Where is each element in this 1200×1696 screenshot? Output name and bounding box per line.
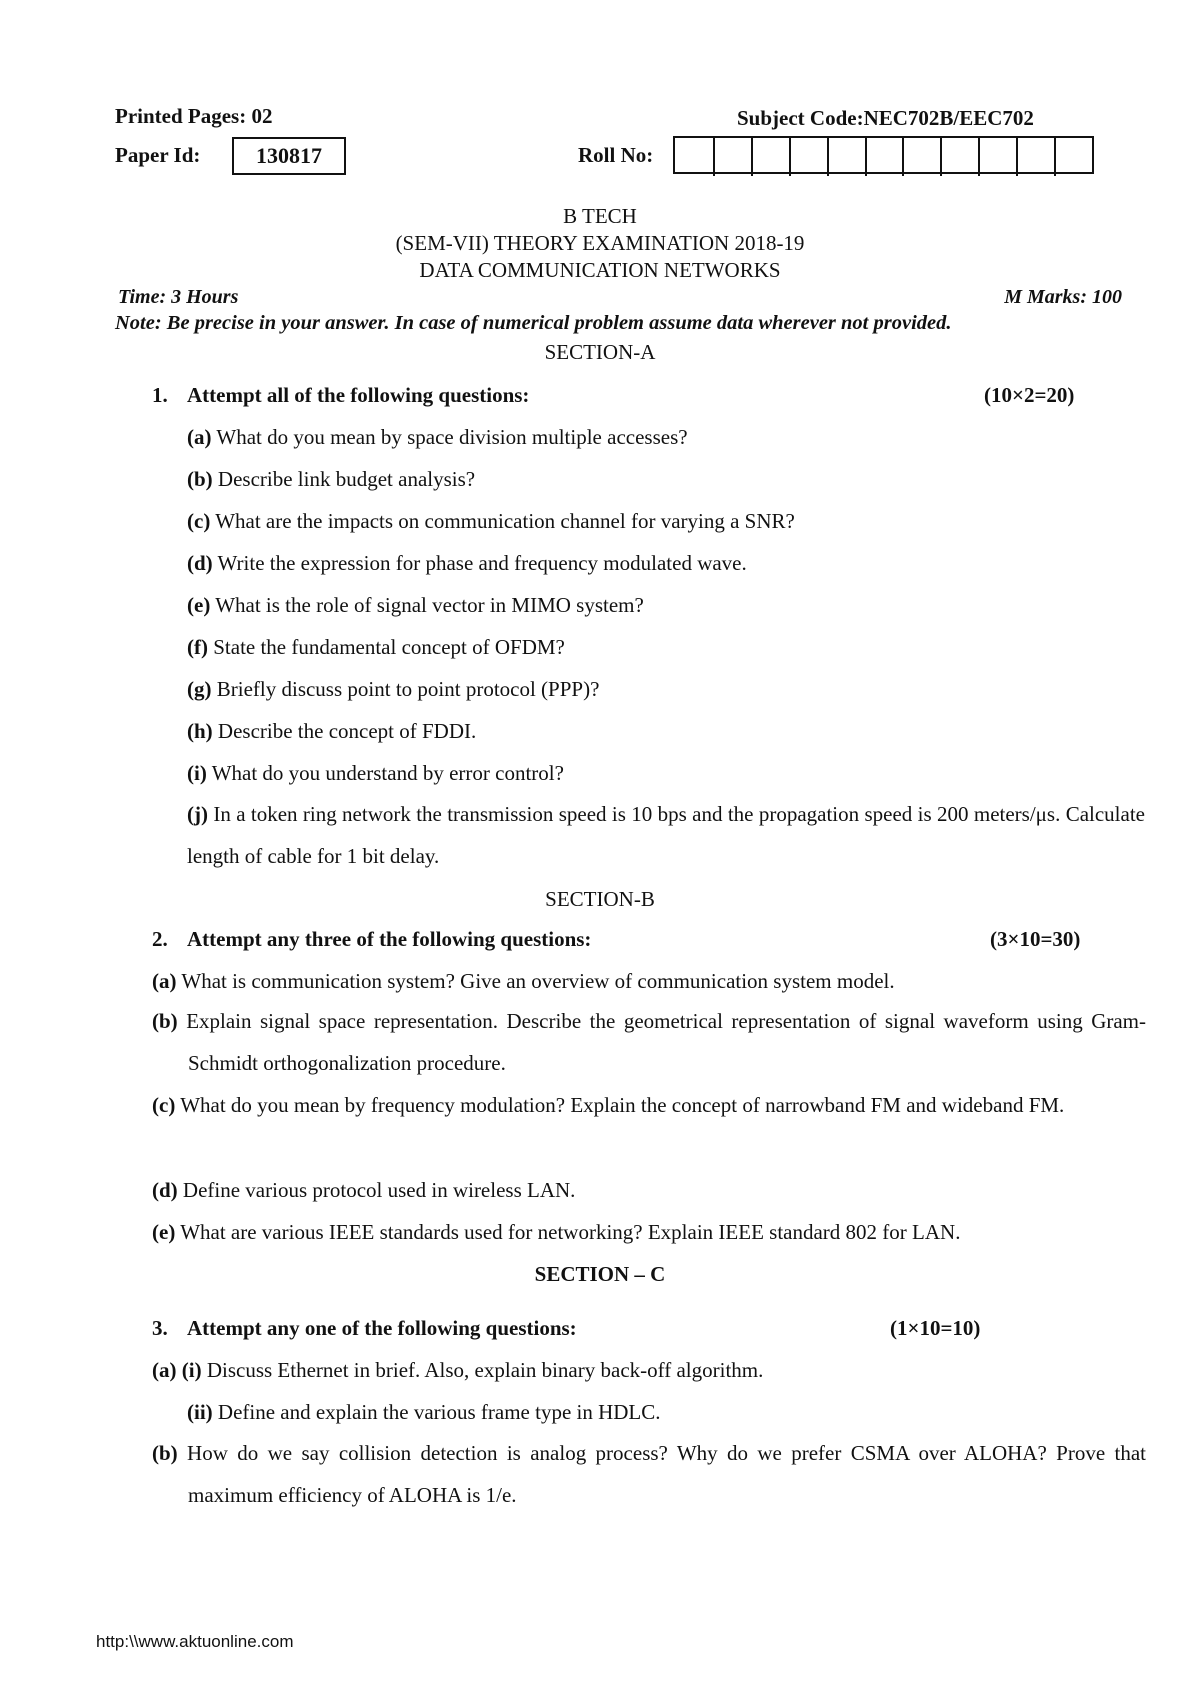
roll-no-boxes[interactable] (673, 136, 1094, 174)
item-text: What is communication system? Give an overview of communication system model. (181, 969, 895, 993)
roll-cell[interactable] (978, 138, 1016, 176)
item-text: Discuss Ethernet in brief. Also, explain binary back-off algorithm. (206, 1358, 764, 1382)
paper-id-label: Paper Id: (115, 143, 201, 167)
item-label: (f) (187, 635, 208, 659)
item-label: (c) (187, 509, 211, 533)
list-item (152, 969, 895, 994)
list-item (152, 1432, 1146, 1516)
item-text: Explain signal space representation. Describe the geometrical representation of signal waveform using Gram-Schmidt orthogonalization procedure. (186, 1009, 1147, 1075)
q2-marks: (3×10=30) (990, 927, 1081, 951)
list-item (187, 761, 564, 786)
paper-id-box: 130817 (232, 137, 346, 175)
section-c-heading: SECTION – C (534, 1262, 666, 1286)
item-text: In a token ring network the transmission speed is 10 bps and the propagation speed is 200 meters/μs. Calculate length of cable for 1 bit delay. (187, 802, 1145, 868)
list-item (152, 1220, 960, 1245)
q3-marks: (1×10=10) (890, 1316, 981, 1340)
roll-cell[interactable] (865, 138, 903, 176)
sub-item-label: (i) (181, 1358, 202, 1382)
item-label: (b) (152, 1441, 178, 1465)
item-text: What do you mean by space division multiple accesses? (216, 425, 688, 449)
list-item (152, 1178, 575, 1203)
item-label: (j) (187, 802, 208, 826)
title-line3: DATA COMMUNICATION NETWORKS (419, 258, 781, 282)
list-item (187, 1400, 661, 1425)
item-label: (e) (187, 593, 211, 617)
item-text: Define various protocol used in wireless LAN. (182, 1178, 576, 1202)
q2-number: 2. (152, 927, 168, 951)
q1-number: 1. (152, 383, 168, 407)
item-text: What do you understand by error control? (211, 761, 564, 785)
list-item (187, 635, 565, 660)
roll-cell[interactable] (789, 138, 827, 176)
list-item (187, 719, 476, 744)
section-a-heading: SECTION-A (544, 340, 656, 364)
q1-marks: (10×2=20) (984, 383, 1075, 407)
exam-marks: M Marks: 100 (1004, 286, 1122, 308)
item-text: How do we say collision detection is analog process? Why do we prefer CSMA over ALOHA? Prove that maximum efficiency of ALOHA is 1/e. (187, 1441, 1146, 1507)
item-label: (d) (187, 551, 213, 575)
q3-number: 3. (152, 1316, 168, 1340)
roll-cell[interactable] (713, 138, 751, 176)
roll-cell[interactable] (940, 138, 978, 176)
exam-note: Note: Be precise in your answer. In case of numerical problem assume data wherever not provided. (115, 312, 952, 334)
title-line2: (SEM-VII) THEORY EXAMINATION 2018-19 (395, 231, 805, 255)
item-label: (e) (152, 1220, 176, 1244)
list-item (187, 793, 1145, 877)
footer-url[interactable]: http:\\www.aktuonline.com (96, 1632, 294, 1651)
item-label: (i) (187, 761, 207, 785)
list-item (187, 509, 795, 534)
item-label: (h) (187, 719, 213, 743)
item-label: (a) (152, 1358, 177, 1382)
list-item (187, 593, 644, 618)
item-text: State the fundamental concept of OFDM? (213, 635, 565, 659)
item-label: (a) (187, 425, 212, 449)
sub-item-label: (ii) (187, 1400, 213, 1424)
roll-cell[interactable] (675, 138, 713, 176)
list-item (187, 677, 599, 702)
roll-cell[interactable] (751, 138, 789, 176)
printed-pages: Printed Pages: 02 (115, 104, 273, 128)
exam-time: Time: 3 Hours (118, 286, 239, 308)
title-line1: B TECH (563, 204, 637, 228)
item-label: (b) (187, 467, 213, 491)
item-text: What is the role of signal vector in MIMO system? (215, 593, 644, 617)
list-item (187, 467, 475, 492)
list-item (152, 1084, 1146, 1126)
item-label: (d) (152, 1178, 178, 1202)
item-label: (a) (152, 969, 177, 993)
item-text: What are the impacts on communication channel for varying a SNR? (215, 509, 795, 533)
list-item (187, 425, 688, 450)
q3-text: Attempt any one of the following questions: (187, 1316, 577, 1340)
item-text: Describe the concept of FDDI. (217, 719, 477, 743)
section-b-heading: SECTION-B (545, 887, 655, 911)
roll-cell[interactable] (827, 138, 865, 176)
subject-code: Subject Code:NEC702B/EEC702 (737, 106, 1034, 130)
roll-no-label: Roll No: (578, 143, 654, 167)
item-text: Briefly discuss point to point protocol (PPP)? (216, 677, 600, 701)
item-label: (c) (152, 1093, 176, 1117)
item-label: (b) (152, 1009, 178, 1033)
item-text: Write the expression for phase and frequency modulated wave. (217, 551, 747, 575)
item-label: (g) (187, 677, 212, 701)
item-text: What are various IEEE standards used for networking? Explain IEEE standard 802 for LAN. (180, 1220, 961, 1244)
roll-cell[interactable] (1016, 138, 1054, 176)
item-text: Define and explain the various frame type in HDLC. (217, 1400, 661, 1424)
item-text: What do you mean by frequency modulation? Explain the concept of narrowband FM and wideband FM. (180, 1093, 1065, 1117)
q2-text: Attempt any three of the following questions: (187, 927, 592, 951)
roll-cell[interactable] (902, 138, 940, 176)
list-item (152, 1000, 1146, 1084)
item-text: Describe link budget analysis? (217, 467, 476, 491)
list-item (152, 1358, 763, 1383)
list-item (187, 551, 747, 576)
q1-text: Attempt all of the following questions: (187, 383, 530, 407)
roll-cell[interactable] (1054, 138, 1092, 176)
